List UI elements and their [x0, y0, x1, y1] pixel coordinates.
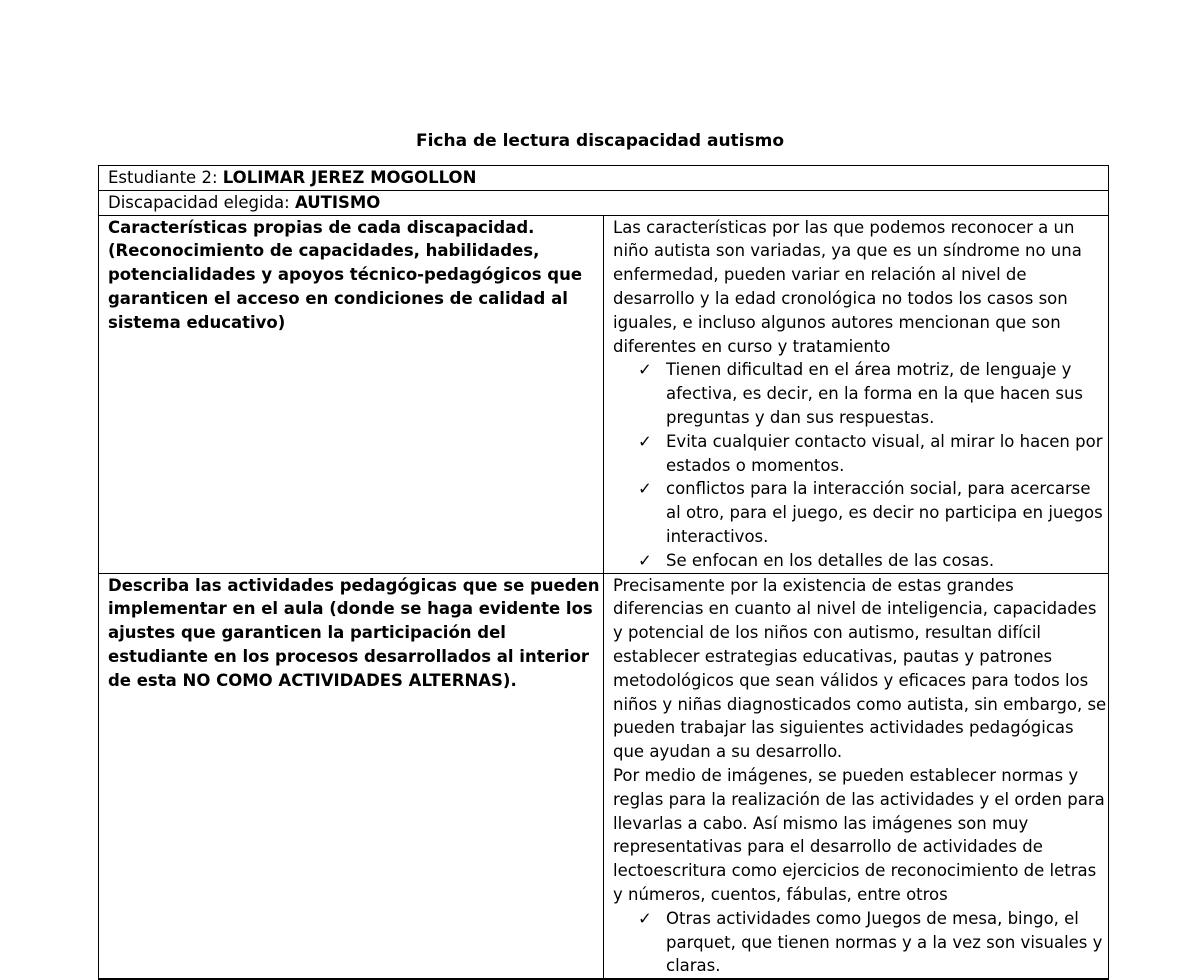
disability-label: Discapacidad elegida:	[108, 192, 295, 212]
checklist-item	[638, 907, 1108, 978]
characteristics-heading: Características propias de cada discapacidad. (Reconocimiento de capacidades, habilidades, potencialidades y apoyos técnico-pedagógicos que garanticen el acceso en condiciones de calidad al sistema educativo)	[99, 215, 604, 573]
activities-paragraph: Por medio de imágenes, se pueden establecer normas y reglas para la realización de las actividades y el orden para llevarlas a cabo. Así mismo las imágenes son muy representativas para el desarrollo de actividades de lectoescritura como ejercicios de reconocimiento de letras y números, cuentos, fábulas, entre otros	[613, 765, 1105, 904]
activities-paragraph: Precisamente por la existencia de estas grandes diferencias en cuanto al nivel de inteligencia, capacidades y potencial de los niños con autismo, resultan difícil establecer estrategias educativas, pautas y patrones metodológicos que sean válidos y eficaces para todos los niños y niñas diagnosticados como autista, sin embargo, se pueden trabajar las siguientes actividades pedagógicas que ayudan a su desarrollo.	[613, 575, 1107, 762]
characteristics-content	[604, 215, 1109, 573]
checklist-item-text: Tienen dificultad en el área motriz, de lenguaje y afectiva, es decir, en la forma en la que hacen sus preguntas y dan sus respuestas.	[666, 360, 1083, 427]
activities-row	[99, 573, 1109, 979]
student-row	[99, 166, 1109, 191]
activities-content	[604, 573, 1109, 979]
document-title: Ficha de lectura discapacidad autismo	[415, 131, 785, 151]
checklist-item-text: Se enfocan en los detalles de las cosas.	[666, 550, 995, 570]
characteristics-checklist	[613, 358, 1108, 572]
checklist-item-text: Otras actividades como Juegos de mesa, bingo, el parquet, que tienen normas y a la vez son visuales y claras.	[666, 908, 1103, 976]
reading-record-table	[98, 165, 1109, 980]
student-label: Estudiante 2:	[108, 168, 223, 187]
checklist-item	[638, 477, 1108, 548]
check-icon: ✓	[638, 431, 652, 451]
disability-value: AUTISMO	[294, 192, 381, 212]
disability-cell	[99, 190, 1109, 215]
checklist-item	[638, 358, 1108, 429]
student-name: LOLIMAR JEREZ MOGOLLON	[222, 168, 477, 187]
check-icon: ✓	[638, 908, 652, 928]
disability-row	[99, 190, 1109, 215]
characteristics-paragraph: Las características por las que podemos reconocer a un niño autista son variadas, ya que es un síndrome no una enfermedad, pueden variar en relación al nivel de desarrollo y la edad cronológica no todos los casos son iguales, e incluso algunos autores mencionan que son diferentes en curso y tratamiento	[613, 217, 1082, 356]
characteristics-row	[99, 215, 1109, 573]
checklist-item	[638, 549, 1108, 573]
checklist-item-text: Evita cualquier contacto visual, al mirar lo hacen por estados o momentos.	[666, 431, 1103, 475]
check-icon: ✓	[638, 550, 652, 570]
checklist-item	[638, 430, 1108, 478]
checklist-item-text: conflictos para la interacción social, para acercarse al otro, para el juego, es decir no participa en juegos interactivos.	[666, 479, 1103, 546]
student-cell	[99, 166, 1109, 191]
activities-heading: Describa las actividades pedagógicas que se pueden implementar en el aula (donde se haga evidente los ajustes que garanticen la participación del estudiante en los procesos desarrollados al interior de esta NO COMO ACTIVIDADES ALTERNAS).	[99, 573, 604, 979]
check-icon: ✓	[638, 479, 652, 499]
activities-checklist	[613, 907, 1108, 978]
check-icon: ✓	[638, 360, 652, 380]
